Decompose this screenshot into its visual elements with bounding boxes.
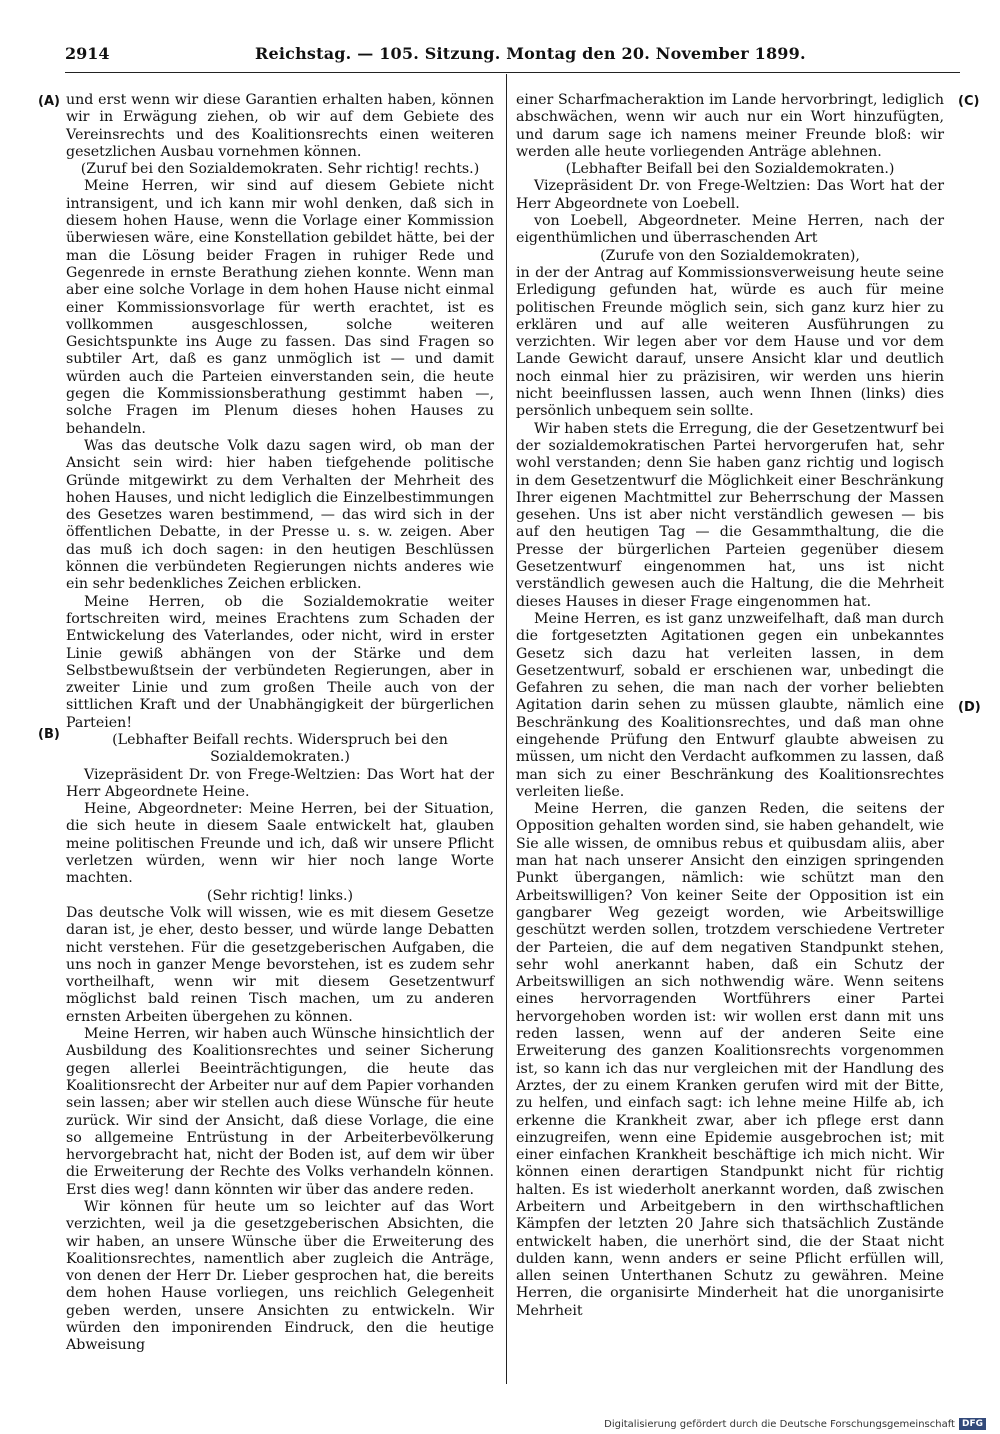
paragraph: Was das deutsche Volk dazu sagen wird, ob man der Ansicht sein wird: hier haben tiefgehende politische Gründe mitgewirkt zu dem Verhalten der Mehrheit des hohen Hauses, und nicht lediglich die Einzelbestimmungen des Gesetzes waren bestimmend, — das wird sich in der öffentlichen Debatte, in der Presse u. s. w. zeigen. Aber das muß ich doch sagen: in den heutigen Beschlüssen können die verbündeten Regierungen nichts anderes wie ein sehr bedenkliches Zeichen erblicken. [66,437,494,593]
margin-marker-d: (D) [958,700,981,715]
paragraph: Meine Herren, wir haben auch Wünsche hinsichtlich der Ausbildung des Koalitionsrechtes und seiner Sicherung gegen allerlei Beeinträchtigungen, die heute das Koalitionsrecht der Arbeiter nur auf dem Papier vorhanden sein lassen; aber wir stellen auch diese Wünsche für heute zurück. Wir sind der Ansicht, daß diese Vorlage, die eine so allgemeine Entrüstung in der Arbeiterbevölkerung hervorgebracht hat, nicht der Boden ist, auf dem wir über die Erweiterung der Rechte des Volks verhandeln können. Erst dies weg! dann könnten wir über das andere reden. [66,1026,494,1198]
interjection: (Lebhafter Beifall rechts. Widerspruch bei den Sozialdemokraten.) [112,731,448,766]
column-divider [506,74,507,1384]
interjection: (Sehr richtig! links.) [206,887,354,904]
running-title: Reichstag. — 105. Sitzung. Montag den 20. November 1899. [255,44,806,63]
paragraph: Meine Herren, es ist ganz unzweifelhaft, daß man durch die fortgesetzten Agitationen gegen ein unbekanntes Gesetz sich dazu hat verleiten lassen, in dem Gesetzentwurf, sobald er erschienen war, unbedingt die Gefahren zu sehen, die man nach der vorher beliebten Agitation darin sehen zu müssen glaubte, nämlich eine Beschränkung des Koalitionsrechtes, und daß man ohne eingehende Prüfung den Entwurf glaubte abweisen zu müssen, um nicht den Verdacht aufkommen zu lassen, daß man sich zu einer Beschränkung des Koalitionsrechtes verleiten ließe. [516,610,944,800]
left-column [66,92,494,1355]
margin-marker-b: (B) [38,727,60,742]
digitization-credit [604,1418,986,1430]
paragraph: einer Scharfmacheraktion im Lande hervorbringt, lediglich abschwächen, wenn wir auch nur ein Wort hinzufügten, und darum sage ich namens meiner Freunde bloß: wir werden alle heute vorliegenden Anträge ablehnen. [516,92,944,160]
paragraph: Das deutsche Volk will wissen, wie es mit diesem Gesetze daran ist, je eher, desto besser, und würde lange Debatten nicht verstehen. Für die gesetzgeberischen Aufgaben, die uns noch in ganzer Menge bevorstehen, ist es zudem sehr vortheilhaft, wenn wir mit diesem Gesetzentwurf möglichst bald reinen Tisch machen, um zu anderen ernsten Arbeiten übergehen zu können. [66,904,494,1025]
margin-marker-c: (C) [958,94,980,109]
speaker-paragraph: von Loebell, Abgeordneter. Meine Herren, nach der eigenthümlichen und überraschenden Art [516,213,944,247]
speaker-paragraph: Heine, Abgeordneter: Meine Herren, bei der Situation, die sich heute in diesem Saale entwickelt hat, glauben meine politischen Freunde und ich, daß wir unsere Pflicht verletzen würden, wenn wir hier noch lange Worte machten. [66,801,494,887]
paragraph: Meine Herren, die ganzen Reden, die seitens der Opposition gehalten worden sind, sie haben gehandelt, wie Sie alle wissen, de omnibus rebus et quibusdam aliis, aber man hat nach unserer Ansicht den einzigen springenden Punkt übergangen, nämlich: wie schützt man den Arbeitswilligen? Von keiner Seite der Opposition ist ein gangbarer Weg gezeigt worden, wie Arbeitswillige geschützt werden sollen, trotzdem verschiedene Vertreter der Parteien, die auf dem negativen Standpunkt stehen, sehr wohl anerkannt haben, daß ein Schutz der Arbeitswilligen an sich nothwendig wäre. Wenn seitens eines hervorragenden Wortführers einer Partei hervorgehoben worden ist: wir wollen erst dann mit uns reden lassen, wenn auf der anderen Seite eine Erweiterung des ganzen Koalitionsrechts vorgenommen ist, so kann ich das nur vergleichen mit der Handlung des Arztes, der zu einem Kranken gerufen wird mit der Bitte, zu helfen, und einfach sagt: ich lehne meine Hilfe ab, ich erkenne die Krankheit zwar, aber ich pflege erst dann einzugreifen, wenn eine Epidemie ausgebrochen ist; mit einer einfachen Krankheit beschäftige ich mich nicht. Wir können einen derartigen Standpunkt nicht für richtig halten. Es ist wiederholt anerkannt worden, daß zwischen Arbeitern und Arbeitgebern in den wirthschaftlichen Kämpfen der letzten 20 Jahre sich thatsächlich Zustände entwickelt haben, die unerhört sind, die der Staat nicht dulden kann, wenn anders er seine Pflicht erfüllen will, allen seinen Unterthanen Schutz zu gewähren. Meine Herren, die organisirte Minderheit hat die unorganisirte Mehrheit [516,801,944,1319]
interjection: (Zurufe von den Sozialdemokraten), [600,247,860,264]
paragraph: Meine Herren, wir sind auf diesem Gebiete nicht intransigent, und ich kann mir wohl denken, daß sich in diesem hohen Hause, wenn die Vorlage einer Kommission überwiesen wäre, eine Konstellation gebildet hätte, bei der man die Lösung beider Fragen in ruhiger Rede und Gegenrede in ernste Berathung ziehen konnte. Wenn man aber eine solche Vorlage in dem hohen Hause nicht einmal einer Kommissionsvorlage für werth erachtet, ist es vollkommen ausgeschlossen, solche weiteren Gesichtspunkte ins Auge zu fassen. Das sind Fragen so subtiler Art, daß es ganz unmöglich ist — und damit würden auch die Parteien einverstanden sein, die heute gegen die Kommissionsberathung gestimmt haben —, solche Fragen im Plenum dieses hohen Hauses zu behandeln. [66,178,494,437]
speaker-paragraph: Vizepräsident Dr. von Frege-Weltzien: Das Wort hat der Herr Abgeordnete von Loebell. [516,178,944,212]
paragraph: in der der Antrag auf Kommissionsverweisung heute seine Erledigung gefunden hat, würde es auch für meine politischen Freunde möglich sein, sich ganz kurz hier zu erklären und auf alle weiteren Ausführungen zu verzichten. Wir legen aber vor dem Hause und vor dem Lande Gewicht darauf, unsere Ansicht klar und deutlich noch einmal hier zu präzisiren, wir werden uns hierin nicht beeinflussen lassen, auch wenn Ihnen (links) dies persönlich unbequem sein sollte. [516,264,944,420]
interjection: (Lebhafter Beifall bei den Sozialdemokraten.) [565,161,895,178]
page-header [0,44,1000,66]
paragraph: Wir haben stets die Erregung, die der Gesetzentwurf bei der sozialdemokratischen Partei hervorgerufen hat, sehr wohl verstanden; denn Sie haben ganz richtig und logisch in dem Gesetzentwurf die Möglichkeit einer Beschränkung Ihrer eigenen Machtmittel zur Beherrschung der Massen gesehen. Uns ist aber nicht verständlich gewesen — bis auf den heutigen Tag — die Gesammthaltung, die die Presse der bürgerlichen Parteien gegenüber diesem Gesetzentwurf eingenommen hat, uns ist nicht verständlich gewesen auch die Haltung, die die Mehrheit dieses Hauses in dieser Frage eingenommen hat. [516,420,944,610]
dfg-logo: DFG [959,1418,986,1430]
margin-marker-a: (A) [38,94,60,109]
page-number: 2914 [65,44,110,63]
paragraph: Wir können für heute um so leichter auf das Wort verzichten, weil ja die gesetzgeberischen Absichten, die wir haben, an unsere Wünsche über die Erweiterung des Koalitionsrechtes, namentlich aber zugleich die Anträge, von denen der Herr Dr. Lieber gesprochen hat, die bereits dem hohen Hause vorliegen, uns reichlich Gelegenheit geben werden, unsere Ansichten zu entwickeln. Wir würden den imponirenden Eindruck, den die heutige Abweisung [66,1199,494,1354]
paragraph: und erst wenn wir diese Garantien erhalten haben, können wir in Erwägung ziehen, ob wir auf dem Gebiete des Vereinsrechts und des Koalitionsrechts einen weiteren gesetzlichen Ausbau vornehmen können. [66,92,494,160]
speaker-paragraph: Vizepräsident Dr. von Frege-Weltzien: Das Wort hat der Herr Abgeordnete Heine. [66,766,494,800]
right-column [516,92,944,1320]
paragraph: Meine Herren, ob die Sozialdemokratie weiter fortschreiten wird, meines Erachtens zum Schaden der Entwickelung des Vaterlandes, oder nicht, wird in erster Linie gewiß abhängen von der Stärke und dem Selbstbewußtsein der verbündeten Regierungen, aber in zweiter Linie und zum großen Theile auch von der sittlichen Kraft und der Unabhängigkeit der bürgerlichen Parteien! [66,593,494,731]
interjection: (Zuruf bei den Sozialdemokraten. Sehr richtig! rechts.) [80,161,480,178]
header-rule [65,72,960,73]
credit-text: Digitalisierung gefördert durch die Deutsche Forschungsgemeinschaft [604,1418,955,1430]
